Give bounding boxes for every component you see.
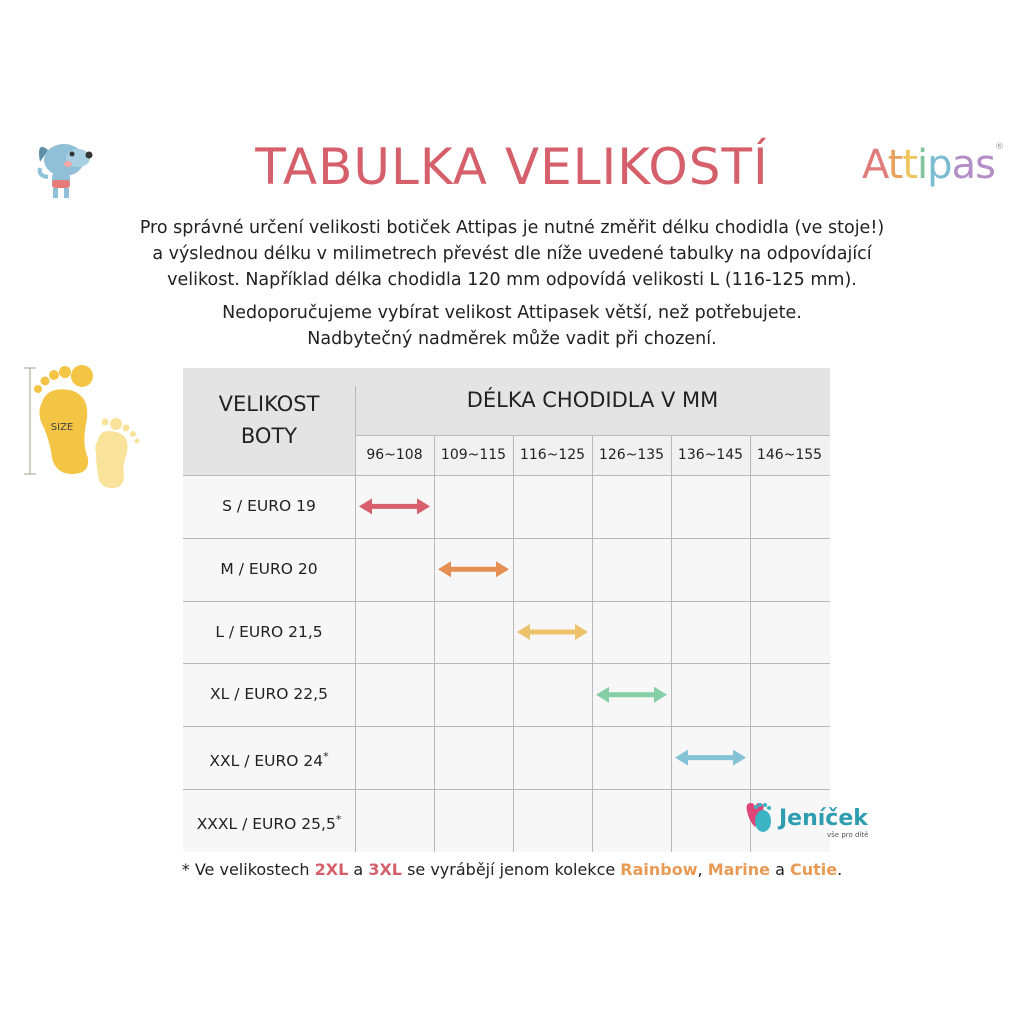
jenicek-tagline: vše pro dítě — [827, 831, 869, 839]
intro-line-2: a výslednou délku v milimetrech převést dle níže uvedené tabulky na odpovídající — [152, 244, 872, 264]
footnote-size-3xl: 3XL — [368, 860, 402, 879]
registered-mark: ® — [994, 142, 1003, 152]
brand-letter: p — [927, 142, 952, 188]
footnote-and-2: a — [770, 860, 791, 879]
size-range-arrow — [517, 624, 588, 640]
footnote-collection-marine: Marine — [707, 860, 771, 879]
brand-letter: s — [975, 142, 995, 188]
row-label-text: M / EURO 20 — [220, 559, 318, 578]
brand-letter: i — [917, 142, 928, 188]
footnote-collection-rainbow: Rainbow — [620, 860, 698, 879]
intro-line-1: Pro správné určení velikosti botiček Attipas je nutné změřit délku chodidla (ve stoje!) — [139, 218, 885, 238]
footnote-size-2xl: 2XL — [314, 860, 349, 879]
header-size-line-1: VELIKOST — [218, 392, 320, 416]
row-label-asterisk: * — [323, 750, 329, 764]
jenicek-name: Jeníček — [779, 806, 868, 831]
size-table — [183, 368, 830, 852]
row-label-text: XL / EURO 22,5 — [210, 685, 328, 704]
footnote-end: . — [837, 860, 843, 879]
note-line-1: Nedoporučujeme vybírat velikost Attipasek větší, než potřebujete. — [222, 303, 802, 323]
row-label-text: L / EURO 21,5 — [215, 622, 323, 641]
footnote-middle: se vyrábějí jenom kolekce — [401, 860, 621, 879]
size-range-arrow — [596, 687, 667, 703]
footnote-collection-cutie: Cutie — [790, 860, 838, 879]
brand-letter: a — [951, 142, 976, 188]
feet-size-label: SIZE — [50, 422, 74, 433]
brand-letter: t — [902, 142, 918, 188]
footnote-and-1: a — [348, 860, 369, 879]
size-range-arrow — [359, 498, 430, 514]
row-label-text: XXXL / EURO 25,5 — [196, 815, 336, 834]
footnote — [0, 860, 1024, 879]
size-range-arrow — [675, 750, 746, 766]
size-arrows — [183, 368, 830, 852]
jenicek-logo — [743, 797, 903, 845]
brand-letter: A — [862, 142, 888, 188]
column-header: 96~108 — [366, 447, 423, 463]
feet-measure-icon — [20, 362, 144, 492]
row-label-asterisk: * — [335, 813, 342, 826]
column-header: 109~115 — [440, 447, 507, 463]
note-line-2: Nadbytečný nadměrek může vadit při chození. — [307, 329, 717, 349]
size-warning-text — [0, 300, 1024, 352]
header-foot-length: DÉLKA CHODIDLA V MM — [466, 388, 719, 412]
footnote-prefix: * Ve velikostech — [181, 860, 315, 879]
attipas-logo — [862, 142, 1003, 188]
size-range-arrow — [438, 561, 509, 577]
column-header: 146~155 — [756, 447, 823, 463]
column-header: 126~135 — [598, 447, 665, 463]
page-title: TABULKA VELIKOSTÍ — [255, 138, 769, 196]
header-size-line-2: BOTY — [240, 424, 298, 448]
intro-text — [0, 215, 1024, 293]
footnote-sep: , — [697, 860, 708, 879]
column-header: 116~125 — [519, 447, 586, 463]
row-label-text: XXL / EURO 24 — [209, 752, 324, 771]
intro-line-3: velikost. Například délka chodidla 120 mm odpovídá velikosti L (116-125 mm). — [167, 270, 857, 290]
row-label-text: S / EURO 19 — [222, 497, 316, 515]
column-header: 136~145 — [677, 447, 744, 463]
brand-letter: t — [887, 142, 903, 188]
